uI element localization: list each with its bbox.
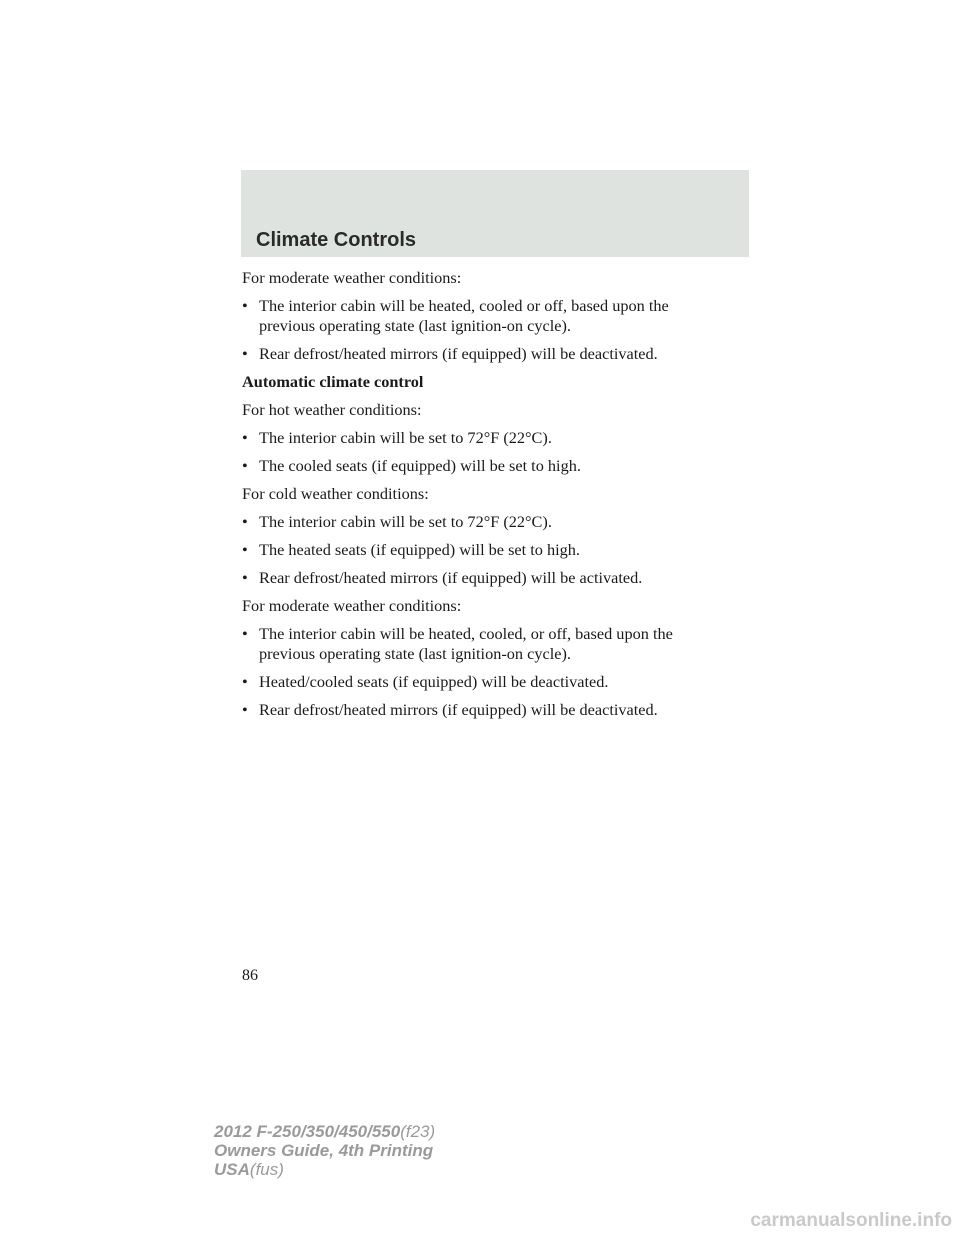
bullet-icon: • bbox=[242, 512, 248, 531]
page-content bbox=[242, 268, 762, 728]
bullet-icon: • bbox=[242, 428, 248, 447]
bullet-text-line: previous operating state (last ignition-on cycle). bbox=[259, 316, 571, 335]
page-number: 86 bbox=[242, 967, 258, 984]
paragraph: For hot weather conditions: bbox=[242, 400, 422, 419]
bullet-text-line: Heated/cooled seats (if equipped) will be deactivated. bbox=[259, 672, 609, 691]
bullet-icon: • bbox=[242, 672, 248, 691]
bullet-text-line: The interior cabin will be set to 72°F (22°C). bbox=[259, 428, 552, 447]
bullet-item bbox=[242, 456, 762, 476]
bullet-text-line: Rear defrost/heated mirrors (if equipped) will be deactivated. bbox=[259, 344, 658, 363]
bullet-icon: • bbox=[242, 540, 248, 559]
footer-model: 2012 F-250/350/450/550 bbox=[214, 1122, 401, 1141]
bullet-text-line: Rear defrost/heated mirrors (if equipped) will be deactivated. bbox=[259, 700, 658, 719]
bullet-icon: • bbox=[242, 624, 248, 643]
footer-region-code: (fus) bbox=[249, 1160, 284, 1179]
paragraph: For moderate weather conditions: bbox=[242, 596, 462, 615]
bullet-item bbox=[242, 624, 762, 664]
bullet-item bbox=[242, 296, 762, 336]
footer-guide: Owners Guide, 4th Printing bbox=[214, 1141, 434, 1160]
bullet-icon: • bbox=[242, 700, 248, 719]
document-footer bbox=[214, 1122, 435, 1179]
bullet-item bbox=[242, 428, 762, 448]
subsection-heading: Automatic climate control bbox=[242, 372, 424, 391]
bullet-text-line: The interior cabin will be heated, cooled, or off, based upon the bbox=[259, 624, 673, 643]
footer-model-code: (f23) bbox=[400, 1122, 436, 1141]
paragraph: For cold weather conditions: bbox=[242, 484, 429, 503]
footer-line-region bbox=[214, 1160, 435, 1179]
bullet-item bbox=[242, 540, 762, 560]
bullet-item bbox=[242, 344, 762, 364]
bullet-item bbox=[242, 568, 762, 588]
footer-line-model bbox=[214, 1122, 435, 1141]
bullet-item bbox=[242, 672, 762, 692]
paragraph: For moderate weather conditions: bbox=[242, 268, 462, 287]
bullet-icon: • bbox=[242, 296, 248, 315]
section-title: Climate Controls bbox=[256, 229, 417, 251]
bullet-text-line: The cooled seats (if equipped) will be set to high. bbox=[259, 456, 581, 475]
bullet-text-line: The interior cabin will be set to 72°F (22°C). bbox=[259, 512, 552, 531]
bullet-icon: • bbox=[242, 568, 248, 587]
footer-region: USA bbox=[214, 1160, 250, 1179]
bullet-item bbox=[242, 512, 762, 532]
bullet-text-line: The interior cabin will be heated, cooled or off, based upon the bbox=[259, 296, 669, 315]
watermark-text: carmanualsonline.info bbox=[750, 1210, 952, 1231]
bullet-text-line: The heated seats (if equipped) will be set to high. bbox=[259, 540, 581, 559]
bullet-icon: • bbox=[242, 344, 248, 363]
footer-line-guide bbox=[214, 1141, 435, 1160]
bullet-text-line: Rear defrost/heated mirrors (if equipped) will be activated. bbox=[259, 568, 643, 587]
bullet-icon: • bbox=[242, 456, 248, 475]
bullet-item bbox=[242, 700, 762, 720]
bullet-text-line: previous operating state (last ignition-on cycle). bbox=[259, 644, 571, 663]
